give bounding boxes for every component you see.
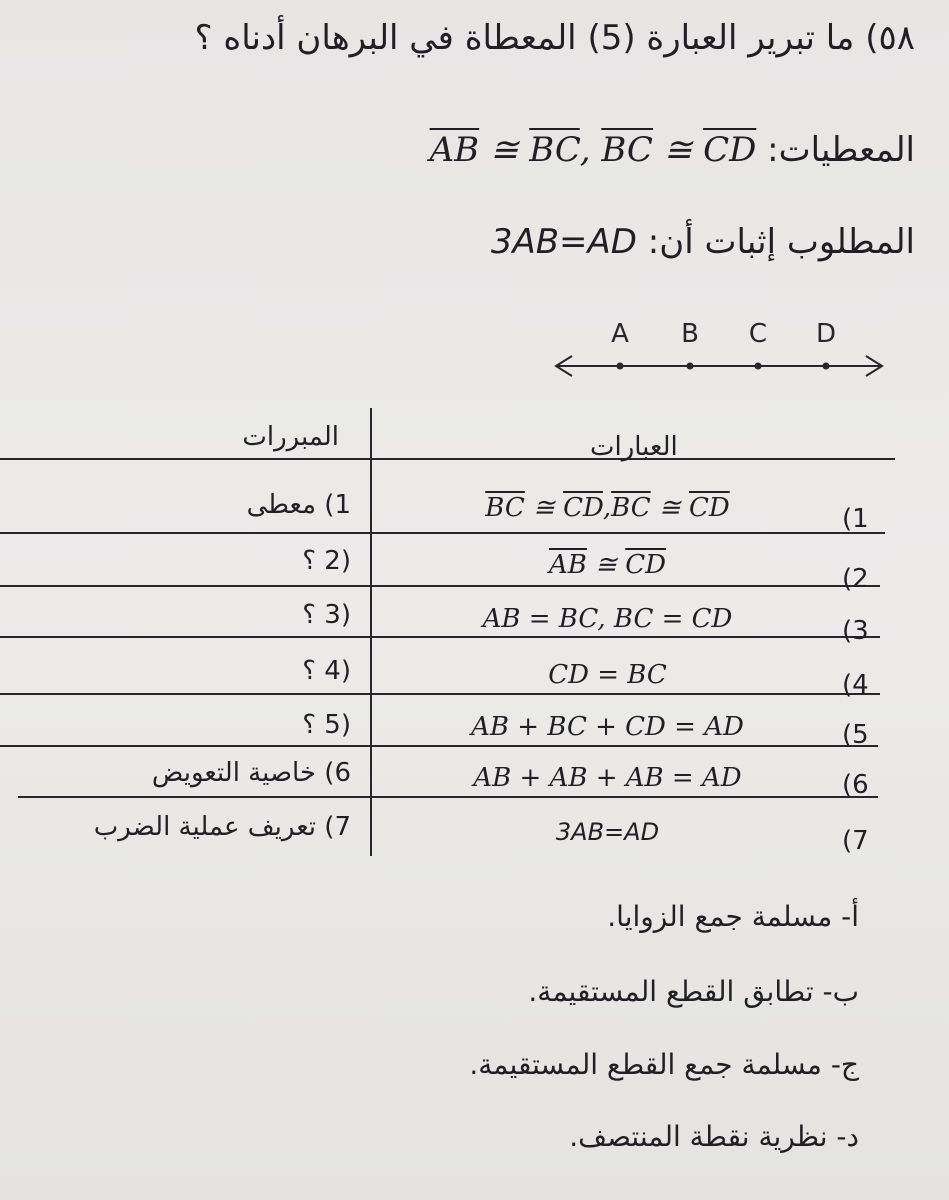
question-title: ٥٨) ما تبرير العبارة (5) المعطاة في البرهان أدناه ؟ <box>194 18 915 58</box>
reason-3: (3 ؟ <box>302 600 351 630</box>
given-segment-bc: $\overline{BC}$ <box>529 130 580 170</box>
statement-3: AB = BC, BC = CD <box>482 604 733 634</box>
given-segment-cd: $\overline{CD}$ <box>703 130 757 170</box>
header-statements: العبارات <box>590 432 678 462</box>
statement-7: 3AB=AD <box>555 818 660 846</box>
statement-6: AB + AB + AB = AD <box>473 763 742 793</box>
choice-c[interactable]: ج- مسلمة جمع القطع المستقيمة. <box>469 1048 859 1081</box>
reason-5: (5 ؟ <box>302 710 351 740</box>
row-line <box>0 636 880 638</box>
given-segment-ab: $\overline{AB}$ <box>429 130 480 170</box>
point-b-dot <box>687 363 694 370</box>
point-d-dot <box>823 363 830 370</box>
row-line <box>0 532 885 534</box>
prove-expression: 3AB=AD <box>490 222 637 262</box>
line-diagram <box>548 308 898 398</box>
reason-2: (2 ؟ <box>302 546 351 576</box>
given-segment-bc-2: $\overline{BC}$ <box>601 130 653 170</box>
row-number-4: (4 <box>842 670 869 700</box>
statement-2: $\overline{AB}$ ≅ $\overline{CD}$ <box>549 550 666 580</box>
statement-5: AB + BC + CD = AD <box>471 712 744 742</box>
row-line <box>0 745 878 747</box>
prove-label: المطلوب إثبات أن: <box>647 222 915 262</box>
prove-line <box>491 222 915 262</box>
reason-1: 1) معطى <box>246 490 351 520</box>
reason-4: (4 ؟ <box>302 656 351 686</box>
statement-1: $\overline{BC}$ ≅ $\overline{CD},\overline{BC}$ ≅ $\overline{CD}$ <box>485 493 730 523</box>
table-divider <box>370 408 372 856</box>
row-line <box>0 585 880 587</box>
row-number-2: (2 <box>842 564 869 594</box>
congruent-symbol: ≅ <box>489 130 530 170</box>
point-d-label: D <box>815 319 837 349</box>
comma: , <box>579 130 602 170</box>
point-a-label: A <box>611 319 629 349</box>
row-number-5: (5 <box>842 720 869 750</box>
givens-label: المعطيات: <box>767 130 915 170</box>
choice-d[interactable]: د- نظرية نقطة المنتصف. <box>569 1120 859 1153</box>
row-number-6: (6 <box>842 770 869 800</box>
row-line <box>18 796 878 798</box>
choice-a[interactable]: أ- مسلمة جمع الزوايا. <box>607 900 859 933</box>
reason-7: 7) تعريف عملية الضرب <box>93 812 351 842</box>
row-line <box>0 693 880 695</box>
row-number-3: (3 <box>842 616 869 646</box>
congruent-symbol-2: ≅ <box>663 130 704 170</box>
header-reasons: المبررات <box>242 422 339 452</box>
point-a-dot <box>617 363 624 370</box>
row-number-7: (7 <box>842 826 869 856</box>
row-number-1: (1 <box>842 504 869 534</box>
point-b-label: B <box>681 319 699 349</box>
reason-6: 6) خاصية التعويض <box>151 758 351 788</box>
point-c-dot <box>755 363 762 370</box>
choice-b[interactable]: ب- تطابق القطع المستقيمة. <box>528 975 859 1008</box>
givens-line <box>430 130 915 170</box>
row-line <box>0 458 895 460</box>
point-c-label: C <box>748 319 768 349</box>
statement-4: CD = BC <box>548 660 667 690</box>
